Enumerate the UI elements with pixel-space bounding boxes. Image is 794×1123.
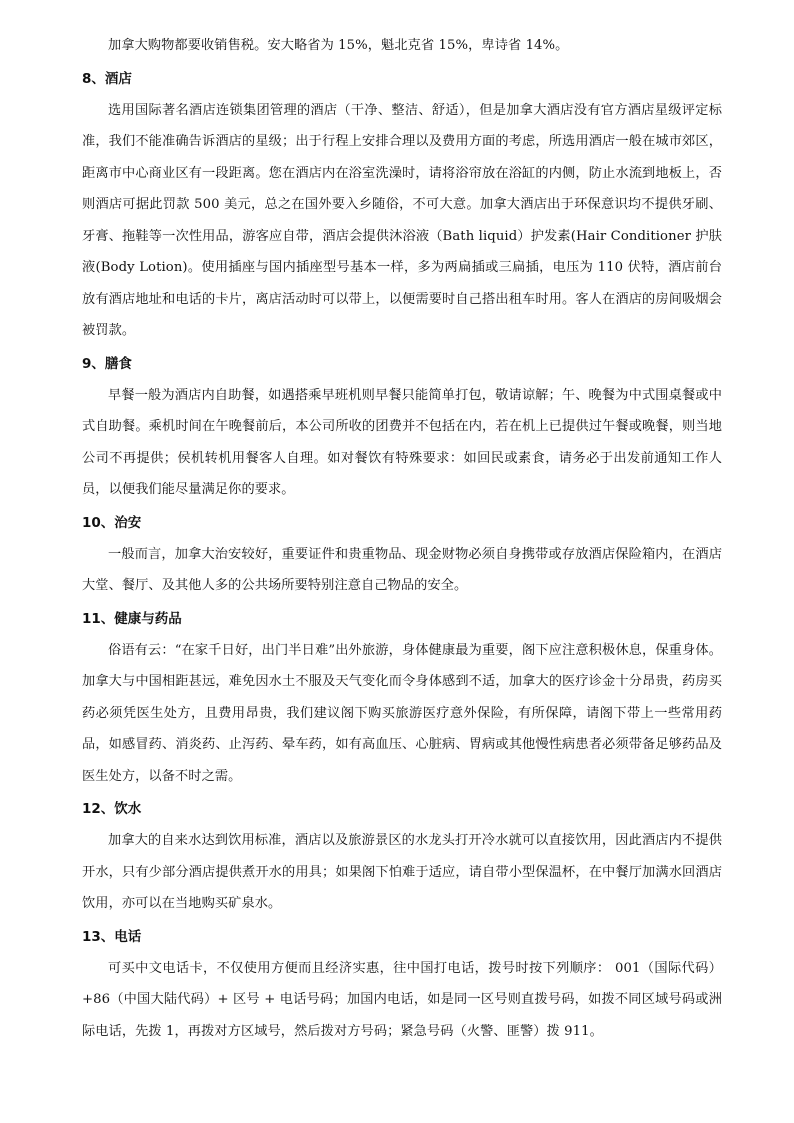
section-paragraph-meals: 早餐一般为酒店内自助餐，如遇搭乘早班机则早餐只能简单打包，敬请谅解；午、晚餐为中式围桌餐或中式自助餐。乘机时间在午晚餐前后，本公司所收的团费并不包括在内，若在机上已提供过午餐或晚餐，则当地公司不再提供；侯机转机用餐客人自理。如对餐饮有特殊要求：如回民或素食，请务必于出发前通知工作人员，以便我们能尽量满足你的要求。 xyxy=(82,387,722,497)
section-paragraph-security: 一般而言，加拿大治安较好，重要证件和贵重物品、现金财物必须自身携带或存放酒店保险箱内，在酒店大堂、餐厅、及其他人多的公共场所要特别注意自己物品的安全。 xyxy=(82,546,722,593)
section-heading-hotel: 8、酒店 xyxy=(82,70,132,87)
section-heading-security: 10、治安 xyxy=(82,514,142,531)
section-heading-phone: 13、电话 xyxy=(82,928,142,945)
section-paragraph-water: 加拿大的自来水达到饮用标准，酒店以及旅游景区的水龙头打开冷水就可以直接饮用，因此酒店内不提供开水，只有少部分酒店提供煮开水的用具；如果阁下怕难于适应，请自带小型保温杯，在中餐厅加满水回酒店饮用，亦可以在当地购买矿泉水。 xyxy=(82,833,722,911)
section-heading-meals: 9、膳食 xyxy=(82,355,132,372)
section-paragraph-phone: 可买中文电话卡，不仅使用方便而且经济实惠，往中国打电话，拨号时按下列顺序： 001（国际代码）+86（中国大陆代码）+ 区号 + 电话号码；加国内电话，如是同一区号则直拨号码，如拨不同区域号码或洲际电话，先拨 1，再拨对方区域号，然后拨对方号码；紧急号码（火警、匪警）拨 911。 xyxy=(82,960,722,1039)
section-heading-health: 11、健康与药品 xyxy=(82,610,182,627)
section-heading-water: 12、饮水 xyxy=(82,801,142,817)
section-paragraph-health: 俗语有云：“在家千日好，出门半日难”出外旅游，身体健康最为重要，阁下应注意积极休息，保重身体。加拿大与中国相距甚远，难免因水土不服及天气变化而令身体感到不适，加拿大的医疗诊金十分昂贵，药房买药必须凭医生处方，且费用昂贵，我们建议阁下购买旅游医疗意外保险，有所保障，请阁下带上一些常用药品，如感冒药、消炎药、止泻药、晕车药，如有高血压、心脏病、胃病或其他慢性病患者必须带备足够药品及医生处方，以备不时之需。 xyxy=(82,642,722,784)
section-paragraph-hotel: 选用国际著名酒店连锁集团管理的酒店（干净、整洁、舒适），但是加拿大酒店没有官方酒店星级评定标准，我们不能准确告诉酒店的星级；出于行程上安排合理以及费用方面的考虑，所选用酒店一般在城市郊区，距离市中心商业区有一段距离。您在酒店内在浴室洗澡时，请将浴帘放在浴缸的内侧，防止水流到地板上，否则酒店可据此罚款 500 美元，总之在国外要入乡随俗，不可大意。加拿大酒店出于环保意识均不提供牙刷、牙膏、拖鞋等一次性用品，游客应自带，酒店会提供沐浴液（Bath liquid）护发素(Hair Conditioner 护肤液(Body Lotion)。使用插座与国内插座型号基本一样，多为两扁插或三扁插，电压为 110 伏特，酒店前台放有酒店地址和电话的卡片，离店活动时可以带上，以便需要时自己搭出租车时用。客人在酒店的房间吸烟会被罚款。 xyxy=(82,102,722,338)
document-page xyxy=(82,30,722,1047)
intro-paragraph: 加拿大购物都要收销售税。安大略省为 15%，魁北克省 15%，卑诗省 14%。 xyxy=(108,38,569,53)
